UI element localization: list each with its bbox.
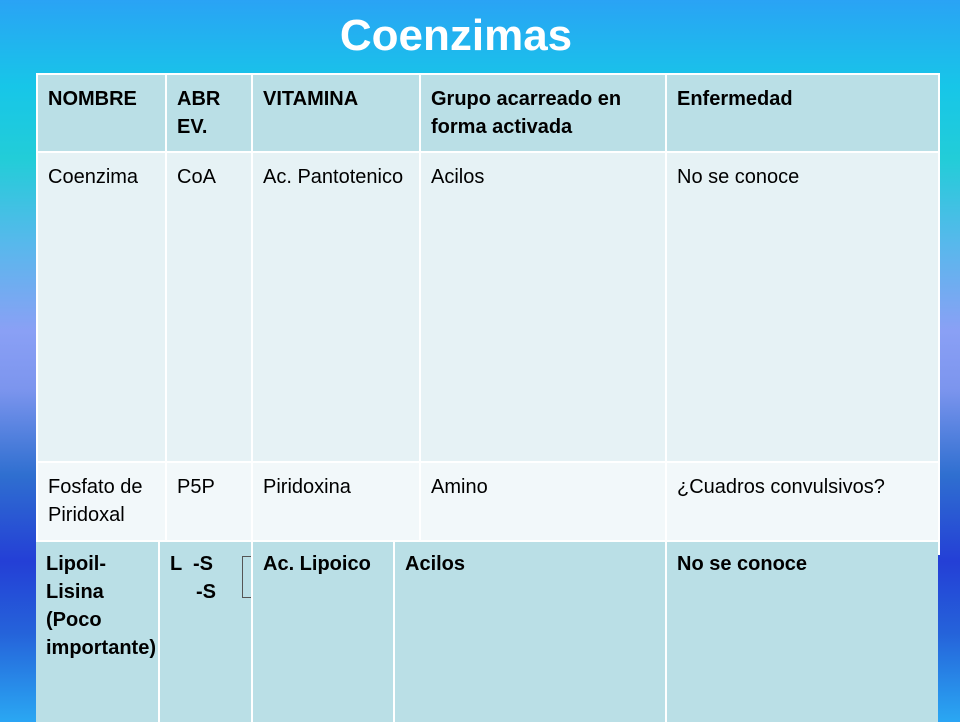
cell-abrev: P5P: [166, 462, 252, 554]
cell-enfermedad: No se conoce: [665, 542, 938, 722]
cell-abrev: [158, 542, 251, 722]
header-vitamina: VITAMINA: [252, 74, 420, 152]
cell-nombre: Lipoil-Lisina (Poco importante): [46, 553, 156, 659]
coenzymes-table: [36, 73, 940, 555]
table-header-row: [37, 74, 939, 152]
abrev-line-2: -S: [196, 581, 216, 603]
cell-grupo: Amino: [420, 462, 666, 554]
cell-nombre: Fosfato de Piridoxal: [37, 462, 166, 554]
header-enfermedad: Enfermedad: [666, 74, 939, 152]
cell-enfermedad: ¿Cuadros convulsivos?: [666, 462, 939, 554]
cell-vitamina: Ac. Pantotenico: [252, 152, 420, 462]
header-grupo: Grupo acarreado en forma activada: [420, 74, 666, 152]
header-nombre: NOMBRE: [37, 74, 166, 152]
table-row: [37, 152, 939, 462]
cell-vitamina: Ac. Lipoico: [251, 542, 393, 722]
table-row-lipoil: [36, 540, 938, 722]
slide-title: Coenzimas: [339, 11, 573, 60]
cell-nombre: Coenzima: [37, 152, 166, 462]
cell-grupo: Acilos: [420, 152, 666, 462]
cell-abrev: CoA: [166, 152, 252, 462]
cell-vitamina: Piridoxina: [252, 462, 420, 554]
bond-bracket-icon: [242, 556, 251, 598]
cell-grupo: Acilos: [393, 542, 665, 722]
abrev-line-1: L -S: [170, 553, 213, 575]
header-abrev: ABR EV.: [166, 74, 252, 152]
cell-enfermedad: No se conoce: [666, 152, 939, 462]
